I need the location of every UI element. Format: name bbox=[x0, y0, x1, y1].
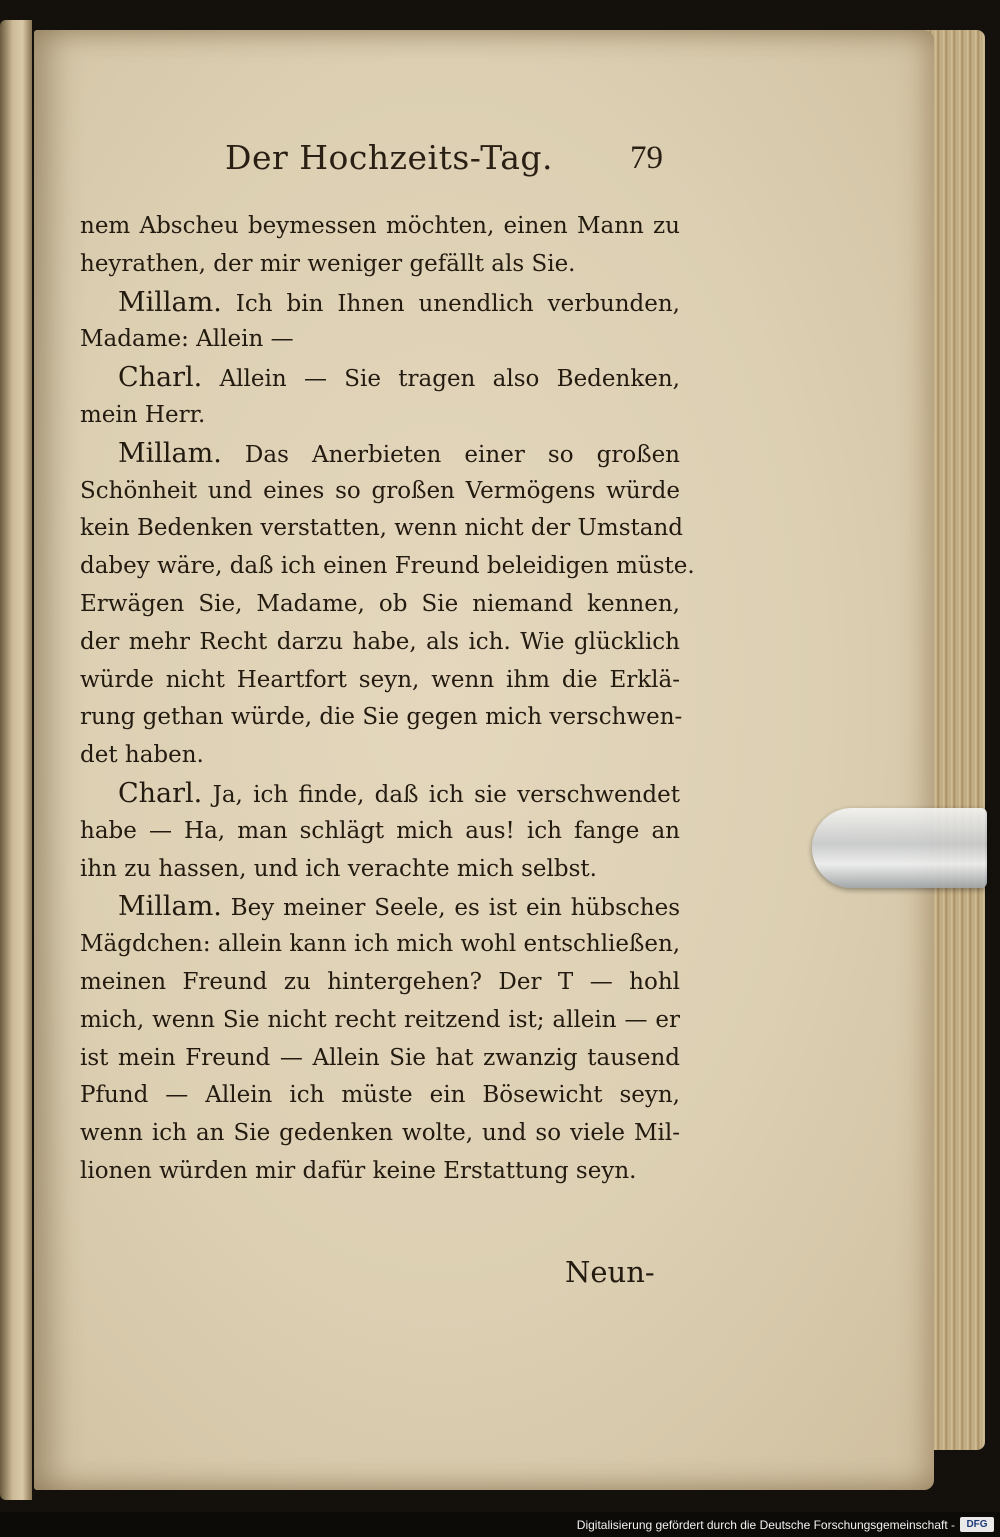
text-line bbox=[80, 926, 680, 964]
text-line bbox=[80, 548, 695, 586]
line-text: Madame: Allein — bbox=[80, 326, 294, 353]
text-line bbox=[80, 510, 684, 548]
text-line bbox=[80, 737, 680, 775]
text-line bbox=[80, 624, 680, 662]
text-line bbox=[80, 397, 680, 435]
text-line bbox=[80, 775, 680, 813]
line-text: Allein — Sie tragen also Bedenken, bbox=[202, 366, 680, 393]
text-line bbox=[80, 246, 680, 284]
line-text: Pfund — Allein ich müste ein Bösewicht seyn, bbox=[80, 1082, 680, 1109]
line-text: ist mein Freund — Allein Sie hat zwanzig tausend bbox=[80, 1044, 680, 1071]
text-line bbox=[80, 964, 680, 1002]
line-text: dabey wäre, daß ich einen Freund beleidigen müste. bbox=[80, 553, 695, 580]
text-line bbox=[80, 321, 680, 359]
page-clip bbox=[812, 808, 987, 888]
line-text: mein Herr. bbox=[80, 401, 206, 428]
line-text: det haben. bbox=[80, 742, 204, 769]
funding-note: Digitalisierung gefördert durch die Deutsche Forschungsgemeinschaft - bbox=[576, 1518, 955, 1532]
speaker-name: Millam. bbox=[118, 891, 222, 923]
text-line bbox=[80, 586, 680, 624]
dfg-logo: DFG bbox=[960, 1517, 994, 1532]
footer-bar bbox=[0, 1512, 1000, 1537]
text-line bbox=[80, 662, 680, 700]
line-text: ihn zu hassen, und ich verachte mich selbst. bbox=[80, 855, 597, 882]
text-line bbox=[80, 699, 683, 737]
line-text: lionen würden mir dafür keine Erstattung seyn. bbox=[80, 1157, 637, 1184]
line-text: Ich bin Ihnen unendlich verbunden, bbox=[221, 290, 680, 317]
line-text: heyrathen, der mir weniger gefällt als Sie. bbox=[80, 250, 576, 277]
text-line bbox=[80, 851, 680, 889]
line-text: würde nicht Heartfort seyn, wenn ihm die Erklä- bbox=[80, 666, 680, 693]
page-stack-edge bbox=[925, 30, 985, 1450]
text-line bbox=[80, 473, 680, 511]
page-number: 79 bbox=[630, 140, 663, 176]
catchword: Neun- bbox=[565, 1255, 655, 1289]
line-text: Mägdchen: allein kann ich mich wohl entschließen, bbox=[80, 931, 681, 958]
line-text: Bey meiner Seele, es ist ein hübsches bbox=[221, 895, 680, 922]
speaker-name: Millam. bbox=[118, 286, 222, 318]
line-text: rung gethan würde, die Sie gegen mich verschwen- bbox=[80, 704, 683, 731]
line-text: Erwägen Sie, Madame, ob Sie niemand kennen, bbox=[80, 590, 680, 617]
text-line bbox=[80, 1040, 680, 1078]
line-text: Ja, ich finde, daß ich sie verschwendet bbox=[202, 781, 680, 808]
text-line bbox=[80, 208, 680, 246]
text-line bbox=[80, 1077, 680, 1115]
speaker-name: Millam. bbox=[118, 437, 222, 469]
speaker-name: Charl. bbox=[118, 777, 203, 809]
body-text bbox=[80, 208, 695, 1191]
line-text: Schönheit und eines so großen Vermögens würde bbox=[80, 477, 680, 504]
line-text: der mehr Recht darzu habe, als ich. Wie glücklich bbox=[80, 628, 680, 655]
text-line bbox=[80, 359, 680, 397]
text-line bbox=[80, 1115, 680, 1153]
line-text: mich, wenn Sie nicht recht reitzend ist; allein — er bbox=[80, 1006, 680, 1033]
text-line bbox=[80, 435, 680, 473]
speaker-name: Charl. bbox=[118, 362, 203, 394]
text-line bbox=[80, 813, 680, 851]
text-line bbox=[80, 1153, 680, 1191]
text-line bbox=[80, 1002, 680, 1040]
text-line bbox=[80, 284, 680, 322]
line-text: kein Bedenken verstatten, wenn nicht der Umstand bbox=[80, 515, 684, 542]
running-head: Der Hochzeits-Tag. bbox=[225, 138, 554, 177]
line-text: wenn ich an Sie gedenken wolte, und so viele Mil- bbox=[80, 1120, 680, 1147]
line-text: Das Anerbieten einer so großen bbox=[221, 441, 680, 468]
line-text: habe — Ha, man schlägt mich aus! ich fange an bbox=[80, 817, 680, 844]
text-line bbox=[80, 888, 680, 926]
left-page-edge bbox=[0, 20, 32, 1500]
line-text: nem Abscheu beymessen möchten, einen Mann zu bbox=[80, 213, 680, 239]
line-text: meinen Freund zu hintergehen? Der T — hohl bbox=[80, 968, 680, 995]
